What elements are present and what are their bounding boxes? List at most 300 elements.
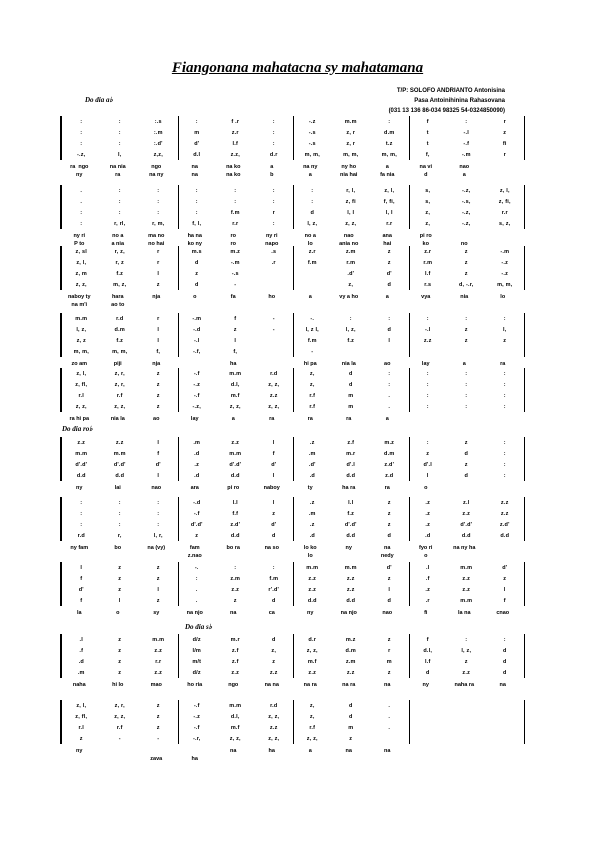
note-cell: z, l, <box>76 702 87 709</box>
note-cell: : <box>272 118 275 125</box>
note-cell: l, z, <box>76 326 87 333</box>
note-cell: : <box>272 564 275 571</box>
note-cell: d'.l <box>346 461 356 468</box>
lyric-syllable: napo <box>265 240 279 247</box>
note-cell: z <box>118 575 122 582</box>
note-cell: r.d <box>270 370 278 377</box>
note-cell: l <box>118 597 121 604</box>
bar-line <box>293 185 294 229</box>
bar-line <box>409 700 410 744</box>
note-cell: z.z <box>500 499 509 506</box>
note-cell: d.m <box>384 450 395 457</box>
note-cell: m <box>348 403 354 410</box>
note-cell: z, z, <box>75 281 87 288</box>
note-cell: z.z <box>462 575 471 582</box>
note-cell: d <box>387 532 392 539</box>
note-cell: : <box>503 439 506 446</box>
note-cell: z.d' <box>499 521 510 528</box>
note-cell: l <box>426 472 429 479</box>
note-cell: -.r, <box>192 735 201 742</box>
note-cell: d'.d' <box>190 521 203 528</box>
note-cell: : <box>118 209 121 216</box>
note-cell: -.z <box>501 259 509 266</box>
lyric-syllable: hai <box>383 240 392 247</box>
note-cell: m.m <box>460 597 473 604</box>
note-cell: l <box>272 472 275 479</box>
lyric-syllable: o <box>424 552 428 559</box>
lyric-syllable: lay <box>421 360 430 367</box>
note-cell: z.z <box>231 439 240 446</box>
note-cell: m.m <box>229 370 242 377</box>
note-cell: z, <box>425 209 431 216</box>
note-cell: z <box>387 521 391 528</box>
note-cell: m.r <box>230 636 240 643</box>
note-cell: f, <box>425 151 430 158</box>
note-cell: f <box>426 636 429 643</box>
note-cell: m.f <box>230 392 240 399</box>
lyric-syllable: lay <box>190 415 199 422</box>
note-cell: : <box>388 370 391 377</box>
note-cell: : <box>465 370 468 377</box>
note-cell: t <box>426 140 429 147</box>
lyric-syllable: z.nao <box>187 552 202 559</box>
note-cell: r <box>157 315 160 322</box>
bar-line <box>293 368 294 412</box>
lyric-syllable: o <box>193 293 197 300</box>
note-cell: z, fl, <box>75 381 88 388</box>
note-cell: - <box>234 281 237 288</box>
note-cell: : <box>465 315 468 322</box>
note-cell: z <box>156 403 160 410</box>
note-cell: r.f <box>309 724 316 731</box>
lyric-syllable: ao to <box>111 301 125 308</box>
note-cell: z <box>272 658 276 665</box>
note-cell: z <box>387 499 391 506</box>
lyric-syllable: pi ro <box>419 232 432 239</box>
note-cell: r <box>272 209 275 216</box>
note-cell: -.f <box>463 140 470 147</box>
note-cell: z.d' <box>230 521 241 528</box>
note-cell: z, <box>309 370 315 377</box>
note-cell: .z <box>309 499 315 506</box>
note-cell: . <box>195 597 198 604</box>
note-cell: d.m <box>345 647 356 654</box>
note-cell: d <box>348 713 353 720</box>
note-cell: r.d <box>270 702 278 709</box>
note-cell: z <box>156 564 160 571</box>
note-cell: : <box>388 315 391 322</box>
lyric-syllable: lo <box>307 552 313 559</box>
note-cell: z, fi <box>345 198 356 205</box>
note-cell: r.f <box>309 403 316 410</box>
music-system <box>60 497 525 541</box>
note-cell: .d' <box>308 461 316 468</box>
lyric-syllable: la na <box>457 609 471 616</box>
note-cell: z, fl, <box>75 713 88 720</box>
note-cell: : <box>195 198 198 205</box>
lyric-syllable: na vi <box>419 163 433 170</box>
note-cell: z,z, <box>153 151 163 158</box>
note-cell: : <box>80 118 83 125</box>
note-cell: z.f <box>347 439 355 446</box>
note-cell: z.z <box>462 669 471 676</box>
lyric-syllable: na <box>191 171 198 178</box>
note-cell: r <box>157 248 160 255</box>
note-cell: : <box>118 129 121 136</box>
note-cell: z.d <box>385 472 394 479</box>
note-cell: z, <box>309 381 315 388</box>
lyric-syllable: a <box>308 747 312 754</box>
note-cell: f.m <box>307 337 317 344</box>
key-signature: Do dia a♭ <box>85 96 113 104</box>
note-cell: : <box>503 403 506 410</box>
note-cell: z <box>464 326 468 333</box>
note-cell: : <box>118 510 121 517</box>
note-cell: -.z, <box>462 187 471 194</box>
note-cell: . <box>388 403 391 410</box>
lyric-syllable: ha ra <box>342 484 356 491</box>
note-cell: r, m, <box>152 220 165 227</box>
note-cell: : <box>311 198 314 205</box>
note-cell: z, r, <box>114 702 125 709</box>
lyric-syllable: na <box>499 681 506 688</box>
note-cell: f .r <box>231 118 240 125</box>
note-cell: z.z <box>154 669 163 676</box>
note-cell: t.z <box>385 140 393 147</box>
lyric-syllable: ra <box>384 484 390 491</box>
note-cell: z, <box>348 281 354 288</box>
lyric-syllable: ra <box>500 360 506 367</box>
note-cell: m <box>194 129 200 136</box>
note-cell: m.s <box>191 248 202 255</box>
note-cell: z, l, <box>384 187 395 194</box>
note-cell: m.r <box>346 450 356 457</box>
lyric-syllable: no hai <box>148 240 165 247</box>
lyric-syllable: ma no <box>148 232 165 239</box>
lyric-syllable: la <box>76 609 82 616</box>
note-cell: : <box>195 575 198 582</box>
note-cell: d <box>310 209 315 216</box>
note-cell: m.m <box>344 118 357 125</box>
lyric-syllable: sy <box>153 609 160 616</box>
note-cell: s, <box>425 187 431 194</box>
note-cell: .f <box>79 647 84 654</box>
bar-line <box>178 185 179 229</box>
note-cell: z.z <box>346 575 355 582</box>
lyric-syllable: lo <box>500 293 506 300</box>
lyric-syllable: a <box>270 163 274 170</box>
note-cell: d.l, <box>230 381 240 388</box>
lyric-syllable: ara <box>190 484 199 491</box>
lyric-syllable: na (vy) <box>147 544 166 551</box>
note-cell: d'.l <box>423 461 433 468</box>
note-cell: m, m, <box>497 281 513 288</box>
note-cell: .l <box>426 564 430 571</box>
music-system <box>60 116 525 160</box>
lyric-syllable: nao <box>459 163 470 170</box>
note-cell: d.d <box>461 532 471 539</box>
note-cell: -.z, <box>462 220 471 227</box>
note-cell: d.r <box>308 636 317 643</box>
note-cell: z, z, <box>268 735 280 742</box>
note-cell: z <box>156 281 160 288</box>
lyric-syllable: nao <box>343 232 354 239</box>
note-cell: z <box>464 337 468 344</box>
note-cell: d.l <box>193 151 201 158</box>
note-cell: l <box>272 439 275 446</box>
note-cell: d, -.r, <box>458 281 474 288</box>
note-cell: : <box>426 315 429 322</box>
note-cell: z, z, <box>114 713 126 720</box>
note-cell: z.z <box>231 669 240 676</box>
note-cell: f.z <box>116 270 124 277</box>
note-cell: r.f <box>116 392 123 399</box>
note-cell: f <box>234 315 237 322</box>
bar-line <box>293 700 294 744</box>
note-cell: : <box>80 140 83 147</box>
note-cell: z <box>464 248 468 255</box>
note-cell: : <box>388 118 391 125</box>
note-cell: d.d <box>346 472 356 479</box>
note-cell: -.s <box>308 129 316 136</box>
note-cell: d.m <box>114 326 125 333</box>
note-cell: : <box>118 118 121 125</box>
note-cell: : <box>80 521 83 528</box>
note-cell: d <box>271 532 276 539</box>
lyric-syllable: ko <box>422 240 429 247</box>
lyric-line-2 <box>60 616 522 625</box>
lyric-syllable: nao <box>151 484 162 491</box>
note-cell: r.s <box>424 281 432 288</box>
note-cell: r.l <box>78 392 84 399</box>
note-cell: r.m <box>346 259 356 266</box>
note-cell: .z <box>425 499 431 506</box>
note-cell: z.z <box>154 647 163 654</box>
note-cell: .z <box>309 439 315 446</box>
note-cell: : <box>503 472 506 479</box>
bar-line <box>293 246 294 290</box>
lyric-syllable: no a <box>112 232 124 239</box>
lyric-syllable: a <box>385 293 389 300</box>
note-cell: z <box>503 575 507 582</box>
lyric-syllable: ao <box>384 360 391 367</box>
note-cell: z <box>503 129 507 136</box>
lyric-syllable: ra <box>115 171 121 178</box>
lyric-syllable: cnao <box>496 609 510 616</box>
note-cell: l, z, <box>461 647 472 654</box>
lyric-syllable: lo ko <box>303 544 317 551</box>
note-cell: l, <box>503 326 507 333</box>
note-cell: r <box>157 259 160 266</box>
note-cell: : <box>465 636 468 643</box>
lyric-syllable: ro <box>230 240 236 247</box>
note-cell: z <box>118 669 122 676</box>
lyric-syllable: pi ro <box>227 484 240 491</box>
note-cell: d.d <box>230 532 240 539</box>
lyric-syllable: ra <box>346 415 352 422</box>
note-cell: l <box>388 586 391 593</box>
note-cell: z, r <box>346 129 356 136</box>
lyric-syllable: a <box>462 360 466 367</box>
note-cell: m, m, <box>112 348 128 355</box>
note-cell: d.d <box>307 597 317 604</box>
note-cell: z.z <box>308 669 317 676</box>
note-cell: d'.d' <box>113 461 126 468</box>
note-cell: -.l <box>425 326 431 333</box>
lyric-syllable: a <box>308 293 312 300</box>
note-cell: l, l <box>347 209 355 216</box>
bar-line <box>293 634 294 678</box>
note-cell: z <box>118 564 122 571</box>
note-cell: m <box>348 724 354 731</box>
lyric-syllable: ko ny <box>187 240 202 247</box>
lyric-syllable: a <box>308 171 312 178</box>
note-cell: : <box>426 381 429 388</box>
note-cell: z, fi, <box>498 198 511 205</box>
note-cell: - <box>272 315 275 322</box>
lyric-syllable: na ko <box>226 163 241 170</box>
lyric-syllable: d <box>424 171 428 178</box>
note-cell: z.r <box>424 248 432 255</box>
bar-line <box>178 368 179 412</box>
note-cell: r, z, <box>114 248 125 255</box>
note-cell: .f <box>425 575 430 582</box>
lyric-syllable: ho <box>268 293 276 300</box>
lyric-syllable: P to <box>74 240 85 247</box>
lyric-syllable: ny ho <box>341 163 357 170</box>
note-cell: : <box>272 187 275 194</box>
lyric-syllable: b <box>270 171 274 178</box>
note-cell: -. <box>310 315 315 322</box>
note-cell: r.r <box>501 209 508 216</box>
lyric-syllable: ca <box>268 609 275 616</box>
lyric-syllable: ny <box>76 747 83 754</box>
lyric-syllable: nia <box>460 293 469 300</box>
note-cell: z, r, <box>114 370 125 377</box>
lyric-syllable: no a <box>304 232 316 239</box>
bar-line <box>409 116 410 160</box>
lyric-syllable: nja <box>152 293 161 300</box>
note-cell: z, <box>309 713 315 720</box>
note-cell: z <box>387 636 391 643</box>
note-cell: z, z, <box>75 403 87 410</box>
lyric-syllable: ra ngo <box>70 163 89 170</box>
lyric-syllable: na ra <box>303 681 317 688</box>
lyric-syllable: na <box>191 163 198 170</box>
note-cell: l <box>157 270 160 277</box>
note-cell: z <box>503 337 507 344</box>
note-cell: .d <box>194 472 200 479</box>
lyric-syllable: mao <box>150 681 162 688</box>
note-cell: z, l, <box>499 187 510 194</box>
note-cell: z, m <box>75 270 87 277</box>
note-cell: z, <box>309 702 315 709</box>
note-cell: :.d' <box>153 140 163 147</box>
note-cell: l <box>157 439 160 446</box>
note-cell: d.d <box>346 532 356 539</box>
note-cell: d <box>387 597 392 604</box>
lyric-syllable: fam <box>189 544 200 551</box>
note-cell: d' <box>78 586 84 593</box>
note-cell: .m <box>77 669 85 676</box>
music-system <box>60 562 525 606</box>
lyric-syllable: na na <box>264 681 279 688</box>
note-cell: r.d <box>116 315 124 322</box>
note-cell: -.f <box>193 392 200 399</box>
bar-line <box>178 497 179 541</box>
note-cell: z.r <box>308 248 316 255</box>
lyric-syllable: ra <box>307 415 313 422</box>
note-cell: s, z, <box>499 220 511 227</box>
note-cell: l/m <box>192 647 202 654</box>
note-cell: . <box>195 586 198 593</box>
note-cell: z.z <box>462 586 471 593</box>
note-cell: : <box>272 220 275 227</box>
note-cell: : <box>118 499 121 506</box>
note-cell: z, <box>271 647 277 654</box>
note-cell: f.f <box>232 510 239 517</box>
note-cell: z.m <box>345 248 356 255</box>
note-cell: d/z <box>192 636 201 643</box>
note-cell: l, l <box>385 209 393 216</box>
note-cell: f.m <box>269 575 279 582</box>
lyric-syllable: ty <box>307 484 313 491</box>
note-cell: : <box>195 209 198 216</box>
bar-line <box>178 700 179 744</box>
note-cell: : <box>157 510 160 517</box>
note-cell: d <box>348 381 353 388</box>
note-cell: m.f <box>230 724 240 731</box>
note-cell: l <box>157 586 160 593</box>
note-cell: z, <box>425 220 431 227</box>
note-cell: : <box>80 209 83 216</box>
lyric-syllable: fa nia <box>380 171 395 178</box>
note-cell: : <box>426 370 429 377</box>
lyric-syllable: a <box>385 163 389 170</box>
note-cell: d.d <box>76 472 86 479</box>
note-cell: z.f <box>231 658 239 665</box>
note-cell: -.z <box>193 713 201 720</box>
note-cell: r, <box>117 532 122 539</box>
note-cell: -.m <box>192 315 202 322</box>
note-cell: l, z, <box>307 220 318 227</box>
note-cell: d' <box>271 521 277 528</box>
note-cell: r'.d' <box>268 586 280 593</box>
lyric-syllable: na ko <box>226 171 241 178</box>
note-cell: z <box>464 658 468 665</box>
bar-line <box>293 313 294 357</box>
note-cell: .r <box>271 259 276 266</box>
note-cell: z, z <box>76 337 86 344</box>
music-system <box>60 246 525 290</box>
lyric-line-2 <box>60 300 522 309</box>
note-cell: f <box>503 597 506 604</box>
note-cell: -.d <box>193 499 201 506</box>
note-cell: : <box>503 636 506 643</box>
bar-line <box>178 313 179 357</box>
bar-line <box>409 246 410 290</box>
lyric-syllable: nia hai <box>340 171 358 178</box>
note-cell: f <box>80 597 83 604</box>
note-cell: -.f <box>193 724 200 731</box>
note-cell: d <box>194 281 199 288</box>
note-cell: z <box>272 510 276 517</box>
note-cell: : <box>465 392 468 399</box>
note-cell: z <box>156 713 160 720</box>
note-cell: z.z <box>462 510 471 517</box>
lyric-syllable: naha ra <box>454 681 475 688</box>
key-signature: Do dia ro♭ <box>62 425 93 433</box>
